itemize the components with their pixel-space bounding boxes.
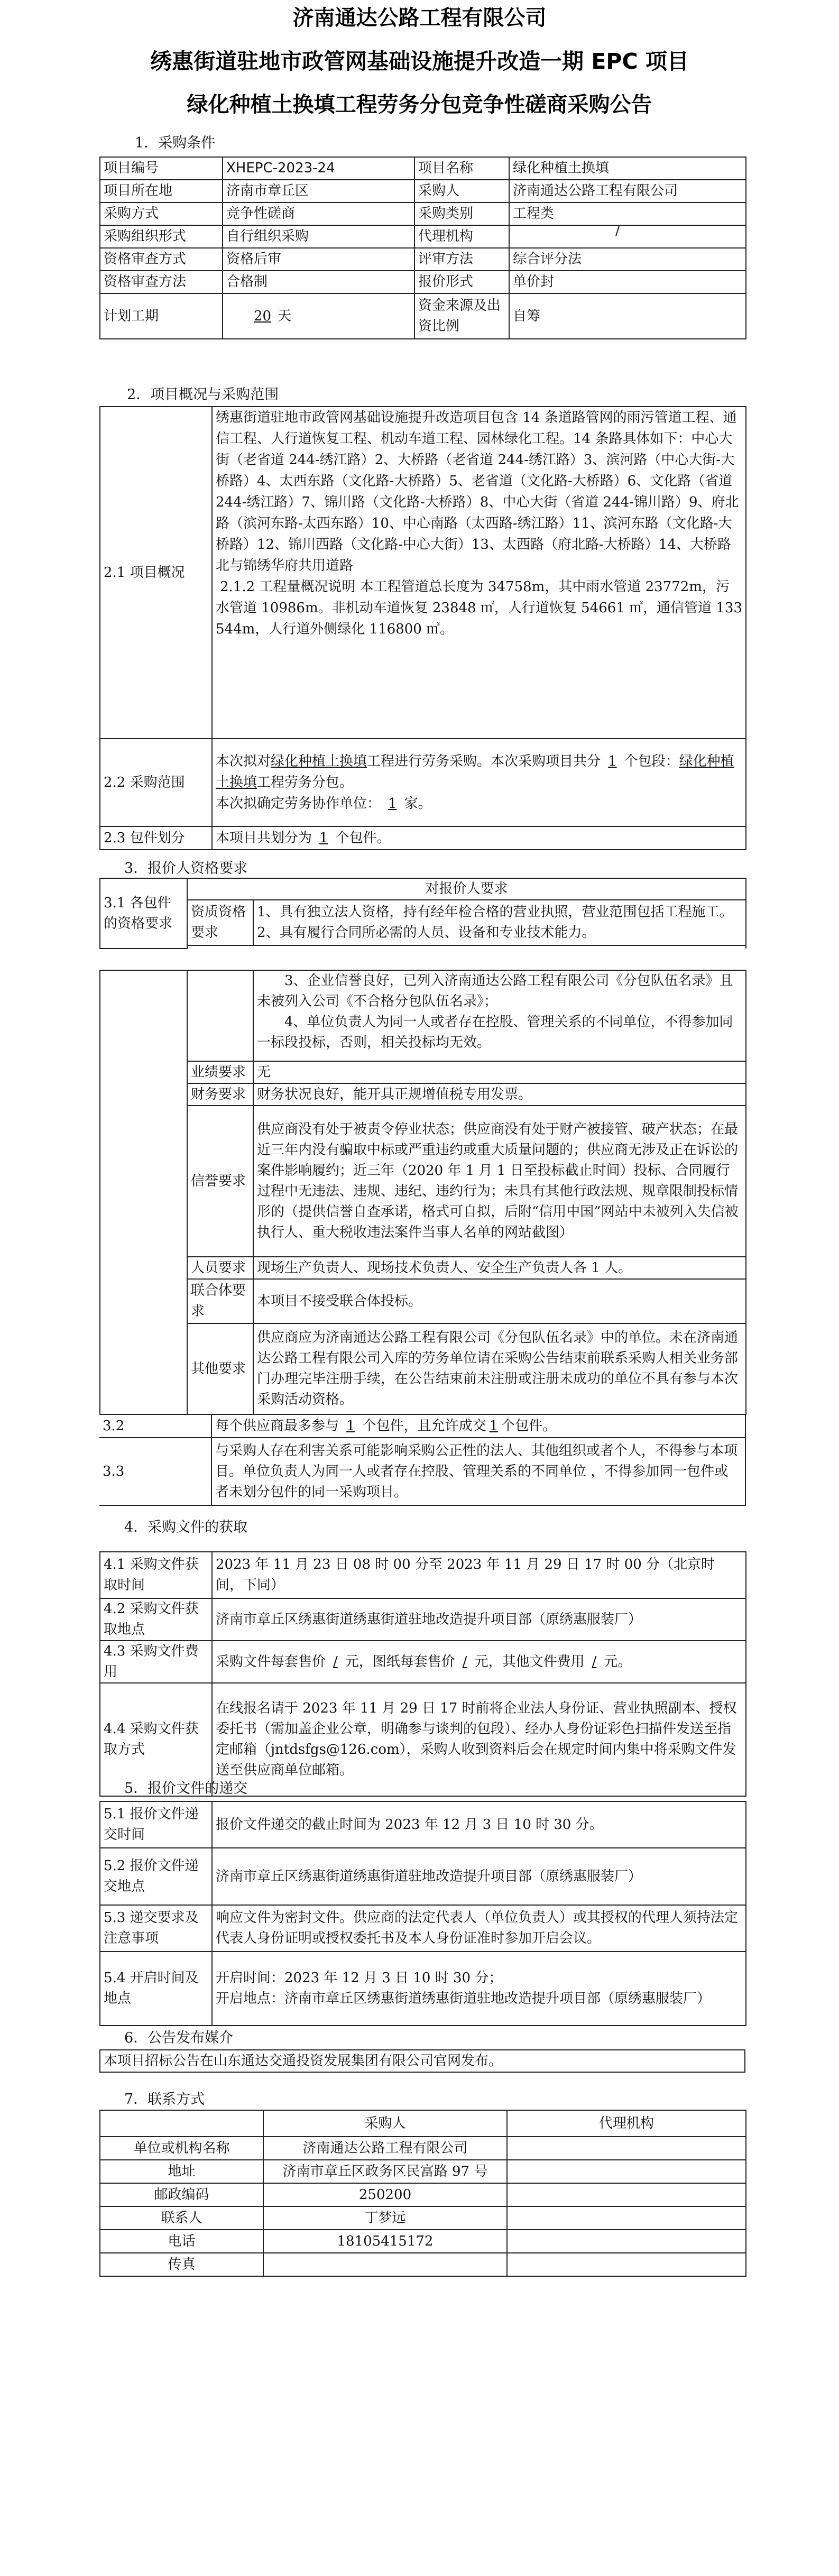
- scope-part: 工程进行劳务采购。本次采购项目共分: [367, 753, 601, 769]
- contact-col-buyer: 采购人: [263, 2110, 507, 2137]
- company-title: 济南通达公路工程有限公司: [292, 6, 547, 30]
- table-row: [100, 2183, 746, 2206]
- cell-label: 资格审查方法: [100, 271, 223, 293]
- media-table: [99, 2049, 745, 2073]
- cell-value: 自行组织采购: [223, 225, 414, 248]
- section-4-heading: 4．采购文件的获取: [124, 1519, 248, 1535]
- table-row: [100, 248, 746, 271]
- contact-agency-value: [507, 2137, 746, 2160]
- qualification-label: 3.1 各包件的资格要求: [100, 878, 187, 949]
- submission-table: [99, 1801, 746, 2026]
- table-row: [100, 1323, 746, 1414]
- table-row: [100, 2160, 746, 2183]
- table-row: [100, 407, 746, 739]
- announcement-title: 绿化种植土换填工程劳务分包竞争性磋商采购公告: [187, 93, 652, 117]
- r32-part: 个包件。: [501, 1418, 557, 1434]
- table-row: [100, 225, 746, 248]
- doc-fee-label: 4.3 采购文件费用: [100, 1641, 212, 1683]
- table-row: [100, 826, 746, 850]
- section-5-heading: 5．报价文件的递交: [124, 1780, 248, 1797]
- qual-line: 1、具有独立法人资格，持有经年检合格的营业执照，营业范围包括工程施工。: [257, 904, 733, 920]
- table-row: [100, 2050, 745, 2072]
- table-row: [100, 1552, 746, 1598]
- cell-value: 工程类: [509, 203, 746, 225]
- lots-text: [212, 826, 746, 850]
- item-3-2-text: [211, 1414, 745, 1438]
- table-row: [100, 293, 746, 339]
- contact-label: 电话: [100, 2230, 263, 2253]
- project-title: 绣惠街道驻地市政管网基础设施提升改造一期 EPC 项目: [150, 49, 689, 74]
- item-3-3-text: 与采购人存在利害关系可能影响采购公正性的法人、其他组织或者个人，不得参与本项目。单位负责人为同一人或者存在控股、管理关系的不同单位 ，不得参加同一包件或者未划分包件的同一采购项目。: [211, 1438, 745, 1505]
- cell-value: 绿化种植土换填: [509, 157, 746, 180]
- contact-label: 地址: [100, 2160, 263, 2183]
- table-row: [100, 1598, 746, 1641]
- credit-text: 供应商没有处于被责令停业状态；供应商没有处于财产被接管、破产状态；在最近三年内没有骗取中标或严重违约或重大质量问题的；供应商无涉及正在诉讼的案件影响履约；近三年（2020 年 1 月 1 日至投标截止时间）投标、合同履行过程中无违法、违规、违纪、违约行为；未具有其他行政法规、规章限制投标情形的（提供信誉自查承诺，格式可自拟，后附“信用中国”网站中未被列入失信被执行人、重大税收违法案件当事人名单的网站截图）: [253, 1106, 746, 1257]
- lots-part: 1: [319, 830, 328, 846]
- table-row: [100, 2137, 746, 2160]
- table-row: [100, 1279, 746, 1323]
- doc-fee-text: [212, 1641, 746, 1683]
- project-overview-table: [99, 406, 746, 850]
- contact-value: 济南通达公路工程有限公司: [263, 2137, 507, 2160]
- cell-label: 报价形式: [414, 271, 509, 293]
- table-row: [100, 2253, 746, 2276]
- agency-slash: /: [615, 223, 620, 238]
- cell-label: 采购组织形式: [100, 225, 223, 248]
- submit-time-label: 5.1 报价文件递交时间: [100, 1801, 212, 1848]
- scope-part: 绿化种植土换填: [216, 753, 734, 790]
- opening-time: 开启时间：2023 年 12 月 3 日 10 时 30 分；: [216, 1970, 503, 1986]
- submit-req-label: 5.3 递交要求及注意事项: [100, 1905, 212, 1952]
- qualification-table-part1: [99, 878, 746, 949]
- r32-part: 1: [489, 1418, 499, 1434]
- duration-unit: 天: [278, 308, 292, 324]
- scope-text: [212, 739, 746, 826]
- cell-label: 项目编号: [100, 157, 223, 180]
- opening-place: 开启地点：济南市章丘区绣惠街道绣惠街道驻地改造提升项目部（原绣惠服装厂）: [216, 1991, 711, 2007]
- contact-col-agency: 代理机构: [507, 2110, 746, 2137]
- table-row: [100, 945, 746, 949]
- cell-value: 单价封: [509, 271, 746, 293]
- contact-value: [263, 2253, 507, 2276]
- cell-value: 合格制: [223, 271, 414, 293]
- staff-label: 人员要求: [187, 1257, 253, 1279]
- r32-part: 每个供应商最多参与: [215, 1418, 339, 1434]
- contact-label: 邮政编码: [100, 2183, 263, 2206]
- table-row: [100, 271, 746, 293]
- table-row: [100, 203, 746, 225]
- contact-agency-value: [507, 2253, 746, 2276]
- contact-table: [99, 2110, 746, 2277]
- performance-label: 业绩要求: [187, 1061, 253, 1083]
- doc-place-text: 济南市章丘区绣惠街道绣惠街道驻地改造提升项目部（原绣惠服装厂）: [212, 1598, 746, 1641]
- table-row: [99, 1414, 745, 1438]
- scope-part: 1: [608, 753, 617, 769]
- table-row: [100, 1257, 746, 1279]
- agency-cell: [509, 225, 746, 248]
- table-row: [100, 1083, 746, 1106]
- overview-paragraph-2: 2.1.2 工程量概况说明 本工程管道总长度为 34758m，其中雨水管道 23772m，污水管道 10986m。非机动车道恢复 23848 ㎡，人行道恢复 54661 ㎡，通信管道 133544m，人行道外侧绿化 116800 ㎡。: [216, 579, 742, 637]
- qual-requirement-text: [253, 900, 746, 945]
- fee-part: 采购文件每套售价: [216, 1653, 326, 1670]
- overview-paragraph-1: 绣惠街道驻地市政管网基础设施提升改造项目包含 14 条道路管网的雨污管道工程、通信工程、人行道恢复工程、机动车道工程、园林绿化工程。14 条路具体如下：中心大街（老省道 244-绣江路）2、大桥路（老省道 244-绣江路）3、滨河路（中心大街-大桥路）4、太西东路（文化路-大桥路）5、老省道（文化路-大桥路）6、文化路（省道 244-绣江路）7、锦川路（文化路-大桥路）8、中心大街（省道 244-锦川路）9、府北路（滨河东路-太西东路）10、中心南路（太西路-绣江路）11、滨河东路（文化路-大桥路）12、锦川西路（文化路-中心大街）13、太西路（府北路-大桥路）14、大桥路北与锦绣华府共用道路: [216, 410, 739, 574]
- contact-value: 18105415172: [263, 2230, 507, 2253]
- cell-label: 代理机构: [414, 225, 509, 248]
- scope-label: 2.2 采购范围: [100, 739, 212, 826]
- contact-agency-value: [507, 2183, 746, 2206]
- documents-table: [99, 1551, 746, 1797]
- fee-part: 元，图纸每套售价: [345, 1653, 455, 1670]
- table-row: [100, 157, 746, 180]
- cell-value: 自筹: [509, 293, 746, 339]
- table-row: [100, 1905, 746, 1952]
- table-row: [100, 1641, 746, 1683]
- doc-time-label: 4.1 采购文件获取时间: [100, 1552, 212, 1598]
- item-3-3-label: 3.3: [99, 1438, 211, 1505]
- procurement-conditions-table: [99, 157, 746, 339]
- section-2-heading: 2．项目概况与采购范围: [127, 387, 279, 403]
- table-row: [100, 970, 746, 1061]
- fee-part: 元，其他文件费用: [474, 1653, 585, 1670]
- scope-part: 本次拟对: [216, 753, 271, 769]
- requirements-header: 对报价人要求: [187, 878, 746, 900]
- cell-label: 采购人: [414, 180, 509, 203]
- opening-label: 5.4 开启时间及地点: [100, 1952, 212, 2026]
- table-row: [100, 180, 746, 203]
- finance-label: 财务要求: [187, 1083, 253, 1106]
- cell-label: 资格审查方式: [100, 248, 223, 271]
- cell-value: XHEPC-2023-24: [223, 157, 414, 180]
- scope-part: 个包段：: [624, 753, 679, 769]
- table-row: [100, 1683, 746, 1796]
- qualification-table-part3: [99, 1414, 746, 1506]
- table-row: [99, 1438, 745, 1505]
- doc-method-label: 4.4 采购文件获取方式: [100, 1683, 212, 1796]
- qualification-table-part2: [99, 970, 746, 1415]
- lots-label: 2.3 包件划分: [100, 826, 212, 850]
- cell-value: 竞争性磋商: [223, 203, 414, 225]
- fee-part: /: [462, 1653, 467, 1670]
- other-text: 供应商应为济南通达公路工程有限公司《分包队伍名录》中的单位。未在济南通达公路工程有限公司入库的劳务单位请在采购公告结束前联系采购人相关业务部门办理完毕注册手续，在公告结束前未注册或注册未成功的单位不具有参与本次采购活动资格。: [253, 1323, 746, 1414]
- duration-value: 20: [254, 308, 272, 324]
- doc-method-text: 在线报名请于 2023 年 11 月 29 日 17 时前将企业法人身份证、营业执照副本、授权委托书（需加盖企业公章，明确参与谈判的包段）、经办人身份证彩色扫描件发送至指定邮箱（jntdsfgs@126.com），采购人收到资料后会在规定时间内集中将采购文件发送至供应商单位邮箱。: [212, 1683, 746, 1796]
- submit-place-label: 5.2 报价文件递交地点: [100, 1848, 212, 1905]
- fee-part: 元。: [604, 1653, 632, 1670]
- table-row: [100, 739, 746, 826]
- performance-text: 无: [253, 1061, 746, 1083]
- submit-req-text: 响应文件为密封文件。供应商的法定代表人（单位负责人）或其授权的代理人须持法定代表人身份证明或授权委托书及本人身份证准时参加开启会议。: [212, 1905, 746, 1952]
- qual-continued-text: [253, 970, 746, 1061]
- cell-label: 项目所在地: [100, 180, 223, 203]
- staff-text: 现场生产负责人、现场技术负责人、安全生产负责人各 1 人。: [253, 1257, 746, 1279]
- contact-label: 传真: [100, 2253, 263, 2276]
- cell-label: 评审方法: [414, 248, 509, 271]
- overview-label: 2.1 项目概况: [100, 407, 212, 739]
- section-6-heading: 6．公告发布媒介: [124, 2030, 234, 2046]
- doc-time-text: 2023 年 11 月 23 日 08 时 00 分至 2023 年 11 月 29 日 17 时 00 分（北京时间，下同）: [212, 1552, 746, 1598]
- table-row: [100, 1801, 746, 1848]
- contact-value: 济南市章丘区政务区民富路 97 号: [263, 2160, 507, 2183]
- cell-label: 采购类别: [414, 203, 509, 225]
- qual-line: 3、企业信誉良好，已列入济南通达公路工程有限公司《分包队伍名录》且未被列入公司《不合格分包队伍名录》；: [257, 973, 733, 1009]
- contact-agency-value: [507, 2206, 746, 2230]
- qual-requirement-label: 资质资格要求: [187, 900, 253, 945]
- section-7-heading: 7．联系方式: [124, 2091, 205, 2108]
- cell-label: 采购方式: [100, 203, 223, 225]
- fee-part: /: [333, 1653, 338, 1670]
- r32-part: 个包件，且允许成交: [362, 1418, 486, 1434]
- submit-time-text: 报价文件递交的截止时间为 2023 年 12 月 3 日 10 时 30 分。: [212, 1801, 746, 1848]
- cell-value: 资格后审: [223, 248, 414, 271]
- scope-part: 1: [388, 796, 397, 812]
- credit-label: 信誉要求: [187, 1106, 253, 1257]
- joint-label: 联合体要求: [187, 1279, 253, 1323]
- r32-part: 1: [346, 1418, 355, 1434]
- lots-part: 个包件。: [335, 830, 391, 846]
- qual-line: 2、具有履行合同所必需的人员、设备和专业技术能力。: [257, 925, 596, 941]
- cell-label: 项目名称: [414, 157, 509, 180]
- table-row: [100, 2206, 746, 2230]
- contact-label: 联系人: [100, 2206, 263, 2230]
- scope-part: 工程劳务分包。: [257, 775, 354, 790]
- fee-part: /: [592, 1653, 597, 1670]
- scope-part: 本次拟确定劳务协作单位：: [216, 796, 381, 812]
- qual-line: 4、单位负责人为同一人或者存在控股、管理关系的不同单位，不得参加同一标段投标，否则，相关投标均无效。: [257, 1014, 733, 1051]
- contact-label: 单位或机构名称: [100, 2137, 263, 2160]
- scope-part: 绿化种植土换填: [271, 753, 367, 769]
- duration-cell: [223, 293, 414, 339]
- other-label: 其他要求: [187, 1323, 253, 1414]
- submit-place-text: 济南市章丘区绣惠街道绣惠街道驻地改造提升项目部（原绣惠服装厂）: [212, 1848, 746, 1905]
- item-3-2-label: 3.2: [99, 1414, 211, 1438]
- table-row: [100, 1848, 746, 1905]
- table-row: [100, 878, 746, 900]
- finance-text: 财务状况良好，能开具正规增值税专用发票。: [253, 1083, 746, 1106]
- overview-text: [212, 407, 746, 739]
- table-row: [100, 2230, 746, 2253]
- cell-value: 综合评分法: [509, 248, 746, 271]
- contact-agency-value: [507, 2230, 746, 2253]
- cell-label: 资金来源及出资比例: [414, 293, 509, 339]
- cell-value: 济南市章丘区: [223, 180, 414, 203]
- scope-part: 家。: [404, 796, 432, 812]
- section-3-heading: 3．报价人资格要求: [124, 860, 248, 877]
- contact-agency-value: [507, 2160, 746, 2183]
- lots-part: 本项目共划分为: [216, 830, 312, 846]
- table-row: [100, 1952, 746, 2026]
- doc-place-label: 4.2 采购文件获取地点: [100, 1598, 212, 1641]
- table-row: [100, 1106, 746, 1257]
- contact-value: 丁梦远: [263, 2206, 507, 2230]
- joint-text: 本项目不接受联合体投标。: [253, 1279, 746, 1323]
- cell-value: 济南通达公路工程有限公司: [509, 180, 746, 203]
- opening-text: [212, 1952, 746, 2026]
- table-row: [100, 2110, 746, 2137]
- section-1-heading: 1．采购条件: [135, 135, 216, 151]
- table-row: [100, 1061, 746, 1083]
- contact-value: 250200: [263, 2183, 507, 2206]
- cell-label: 计划工期: [100, 293, 223, 339]
- media-text: 本项目招标公告在山东通达交通投资发展集团有限公司官网发布。: [100, 2050, 745, 2072]
- table-row: [100, 900, 746, 945]
